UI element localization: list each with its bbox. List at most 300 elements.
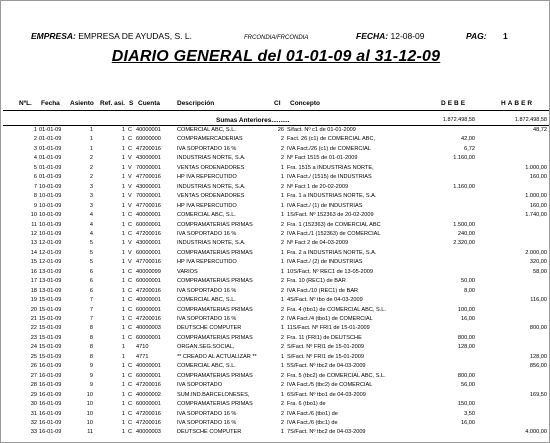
cell-s: C [128,127,133,133]
cell-nl: 3 [33,145,37,152]
cell-fecha: 15-01-09 [39,344,62,351]
cell-ref: 1 [121,240,125,247]
cell-ref: 1 [121,221,125,228]
cell-cuenta: 70000001 [136,164,161,171]
cell-haber: 48,72 [533,127,547,133]
pag-value: 1 [503,31,508,41]
cell-fecha: 15-01-09 [39,334,62,341]
cell-s: C [128,401,133,408]
col-ci: CI [274,100,281,107]
table-row [1,373,550,382]
cell-nl: 24 [30,344,37,351]
cell-nl: 22 [30,325,37,332]
cell-nl: 6 [33,174,37,181]
cell-cuenta: 60000001 [136,278,161,285]
sumas-rule [3,125,549,126]
cell-debe: 8,00 [464,287,475,294]
range-header [244,31,308,41]
cell-nl: 21 [30,316,37,322]
table-row [1,288,550,297]
cell-descripcion: COMERCIAL ABC, S.L. [177,363,236,370]
cell-nl: 27 [30,372,37,379]
cell-concepto: IVA Fact./ (1) de INDUSTRIAS [287,202,363,209]
cell-fecha: 13-01-09 [39,278,62,285]
cell-concepto: Fra. 1515 a INDUSTRIAS NORTE, [287,164,374,171]
cell-cuenta: 60000001 [136,249,161,256]
cell-fecha: 10-01-09 [39,193,62,200]
cell-descripcion: IVA SOPORTADO 16 % [177,316,237,322]
cell-nl: 18 [30,287,37,294]
cell-asiento: 4 [89,221,93,228]
cell-nl: 9 [33,202,37,209]
cell-s: C [128,325,133,332]
cell-nl: 15 [30,259,37,266]
table-row [1,316,550,325]
cell-ref: 1 [121,306,125,313]
cell-fecha: 13-01-09 [39,287,62,294]
cell-ci: 1 [280,353,284,360]
cell-ci: 26 [277,127,284,133]
table-row [1,411,550,420]
cell-descripcion: COMPRAMATERIAS PRIMAS [177,372,253,379]
cell-descripcion: DEUTSCHE COMPUTER [177,429,242,436]
cell-haber: 160,00 [529,174,547,181]
cell-descripcion: COMPRAMATERIAS PRIMAS [177,334,253,341]
cell-concepto: 11S/Fact. Nº FRI1 de 15-01-2009 [287,325,370,332]
cell-cuenta: 40000002 [136,391,161,398]
cell-fecha: 01-01-09 [39,155,62,162]
cell-descripcion: HP IVA REPERCUTIDO [177,174,237,181]
cell-nl: 29 [30,391,37,398]
cell-ci: 1 [280,212,284,219]
cell-nl: 17 [30,278,37,285]
cell-debe: 100,00 [457,306,475,313]
cell-asiento: 3 [89,193,93,200]
table-row [1,222,550,231]
cell-cuenta: 40000003 [136,429,161,436]
cell-cuenta: 43000001 [136,183,161,190]
col-debe: DEBE [441,100,468,107]
cell-ci: 2 [280,240,284,247]
cell-ref: 1 [121,353,125,360]
cell-cuenta: 70000001 [136,193,161,200]
cell-ref: 1 [121,391,125,398]
cell-concepto: IVA Fact./ (2) de INDUSTRIAS [287,259,363,266]
table-row [1,429,550,438]
cell-concepto: S/Fact. Nº FRI1 de 15-01-2009 [287,344,364,351]
sumas-debe: 1.872.498,58 [442,117,475,123]
table-row [1,382,550,391]
cell-concepto: Fact. 26 (c1) de COMERCIAL ABC, [287,136,376,143]
cell-s: C [128,268,133,275]
cell-cuenta: 40000001 [136,127,161,133]
cell-descripcion: INDUSTRIAS NORTE, S.A. [177,240,246,247]
cell-asiento: 10 [86,401,93,408]
cell-debe: 42,00 [461,136,475,143]
cell-cuenta: 47200016 [136,287,161,294]
cell-cuenta: 60000000 [136,136,161,143]
cell-asiento: 3 [89,183,93,190]
cell-concepto: IVA Fact./1 (152363) de COMERCIAL [287,230,381,237]
cell-fecha: 16-01-09 [39,391,62,398]
cell-debe: 56,00 [461,382,475,389]
cell-asiento: 5 [89,240,93,247]
cell-asiento: 7 [89,297,93,304]
table-row [1,420,550,429]
cell-concepto: Nº Fact 2 de 04-03-2009 [287,240,349,247]
cell-s: V [128,240,132,247]
cell-ci: 1 [280,193,284,200]
cell-nl: 25 [30,353,37,360]
cell-nl: 26 [30,363,37,370]
cell-s: C [128,145,133,152]
cell-s: C [128,391,133,398]
sumas-label: Sumas Anteriores.......... [216,117,290,124]
cell-fecha: 16-01-09 [39,410,62,417]
cell-nl: 2 [33,136,37,143]
cell-nl: 31 [30,410,37,417]
cell-s: C [128,230,133,237]
cell-asiento: 9 [89,372,93,379]
cell-fecha: 13-01-09 [39,268,62,275]
cell-concepto: IVA Fact./10 (REC1) de BAR [287,287,359,294]
cell-haber: 2.000,00 [525,249,547,256]
cell-nl: 8 [33,193,37,200]
table-row [1,392,550,401]
cell-descripcion: VARIOS [177,268,198,275]
cell-nl: 28 [30,382,37,389]
pag-label: PAG: [466,31,487,41]
cell-debe: 1.160,00 [453,155,475,162]
cell-cuenta: 47200016 [136,145,161,152]
table-row [1,278,550,287]
empresa-name: EMPRESA DE AYUDAS, S. L. [78,31,192,41]
cell-haber: 116,00 [530,297,547,304]
cell-cuenta: 60000001 [136,401,161,408]
cell-asiento: 2 [89,164,93,171]
cell-s: C [128,316,133,322]
cell-concepto: Fra. 1 a INDUSTRIAS NORTE, S.A. [287,193,377,200]
cell-ref: 1 [121,230,125,237]
cell-nl: 7 [33,183,37,190]
cell-s: V [128,155,132,162]
table-row [1,240,550,249]
cell-fecha: 01-01-09 [39,136,62,143]
cell-debe: 3,50 [464,410,475,417]
cell-asiento: 6 [89,287,93,294]
cell-fecha: 15-01-09 [39,316,62,322]
cell-nl: 20 [30,306,37,313]
cell-nl: 30 [30,401,37,408]
cell-descripcion: COMPRAMATERIAS PRIMAS [177,249,253,256]
cell-fecha: 01-01-09 [39,174,62,181]
cell-haber: 800,00 [529,325,547,332]
cell-ci: 1 [280,164,284,171]
cell-asiento: 8 [89,334,93,341]
cell-debe: 50,00 [461,278,475,285]
table-row [1,184,550,193]
cell-asiento: 6 [89,268,93,275]
col-cuenta: Cuenta [138,100,161,107]
cell-fecha: 12-01-09 [39,249,62,256]
cell-asiento: 7 [89,306,93,313]
cell-descripcion: IVA SOPORTADO 16 % [177,419,237,426]
cell-asiento: 10 [86,410,93,417]
cell-asiento: 4 [89,230,93,237]
cell-ref: 1 [121,174,125,181]
cell-ci: 2 [280,410,284,417]
cell-concepto: Fra. 6 (tbo1) de [287,401,326,408]
cell-nl: 14 [30,249,37,256]
cell-ci: 2 [280,401,284,408]
cell-ref: 1 [121,259,125,266]
cell-debe: 1.160,00 [453,183,475,190]
cell-ref: 1 [121,287,125,294]
table-row [1,155,550,164]
cell-s: C [128,278,133,285]
col-descripcion: Descripción [177,100,215,107]
cell-descripcion: COMERCIAL ABC, S.L. [177,297,236,304]
cell-cuenta: 47200016 [136,316,161,322]
cell-ci: 2 [280,155,284,162]
cell-debe: 800,00 [457,334,475,341]
cell-fecha: 16-01-09 [39,401,62,408]
table-row [1,193,550,202]
cell-fecha: 15-01-09 [39,306,62,313]
cell-fecha: 15-01-09 [39,325,62,332]
cell-haber: 1.000,00 [525,164,547,171]
report-title: DIARIO GENERAL del 01-01-09 al 31-12-09 [111,48,441,65]
cell-descripcion: ** CREADO AL ACTUALIZAR ** [177,353,257,360]
cell-haber: 1.740,00 [525,212,547,219]
cell-asiento: 9 [89,363,93,370]
cell-asiento: 1 [89,136,93,143]
cell-haber: 58,00 [533,268,547,275]
cell-debe: 240,00 [457,230,475,237]
cell-ci: 2 [280,306,284,313]
cell-nl: 13 [30,240,37,247]
cell-concepto: Fra. 1 (152363) de COMERCIAL ABC [287,221,381,228]
cell-concepto: IVA Fact./6 (tbo1) de [287,410,338,417]
cell-ci: 1 [280,429,284,436]
cell-concepto: Fra. 4 (tbo1) de COMERCIAL ABC, S.L. [287,306,386,313]
cell-descripcion: IVA SOPORTADO [177,382,223,389]
cell-ref: 1 [121,249,125,256]
cell-cuenta: 60000001 [136,372,161,379]
cell-s: C [128,306,133,313]
cell-s: V [128,183,132,190]
table-row [1,165,550,174]
cell-cuenta: 47200016 [136,419,161,426]
cell-concepto: 1S/Fact. Nº 152363 de 20-02-2009 [287,212,374,219]
cell-s: C [128,221,133,228]
cell-s: C [128,363,133,370]
cell-fecha: 10-01-09 [39,221,62,228]
cell-nl: 33 [30,429,37,436]
empresa-header [31,31,192,41]
cell-asiento: 5 [89,249,93,256]
col-ref: Ref. asi. [100,100,125,107]
table-row [1,325,550,334]
cell-ci: 2 [280,278,284,285]
cell-asiento: 7 [89,316,93,322]
cell-s: C [128,372,133,379]
cell-s: C [128,334,133,341]
cell-fecha: 10-01-09 [39,212,62,219]
table-row [1,354,550,363]
cell-ref: 1 [121,325,125,332]
cell-concepto: Fra. 5 (tbc2) de COMERCIAL ABC, S.L. [287,372,386,379]
cell-cuenta: 40000001 [136,212,161,219]
cell-descripcion: COMPRAMERCADERIAS [177,136,243,143]
cell-ci: 2 [280,230,284,237]
cell-descripcion: IVA SOPORTADO 16 % [177,287,237,294]
cell-ci: 1 [280,325,284,332]
cell-ref: 1 [121,410,125,417]
cell-concepto: 4S/Fact. Nº tbo de 04-03-2009 [287,297,363,304]
table-row [1,146,550,155]
cell-debe: 128,00 [457,344,475,351]
cell-s: V [128,259,132,266]
cell-fecha: 12-01-09 [39,259,62,266]
table-row [1,335,550,344]
cell-s: C [128,136,133,143]
cell-descripcion: HP IVA REPERCUTIDO [177,202,237,209]
table-row [1,297,550,306]
cell-descripcion: COMERCIAL ABC, S.L. [177,212,236,219]
cell-ci: 2 [280,287,284,294]
table-row [1,127,550,136]
cell-haber: 856,00 [529,363,547,370]
cell-concepto: IVA Fact./ (1515) de INDUSTRIAS [287,174,372,181]
cell-fecha: 12-01-09 [39,240,62,247]
cell-fecha: 10-01-09 [39,183,62,190]
cell-ref: 1 [121,145,125,152]
cell-asiento: 3 [89,202,93,209]
cell-asiento: 11 [87,429,93,436]
cell-ci: 2 [280,382,284,389]
cell-fecha: 01-01-09 [39,127,62,133]
table-row [1,174,550,183]
cell-ci: 1 [280,268,284,275]
cell-descripcion: SUM.IND.BARCELONESES, [177,391,250,398]
cell-cuenta: 4710 [136,344,149,351]
cell-haber: 4.000,00 [525,429,547,436]
cell-s: C [128,419,133,426]
cell-cuenta: 60000001 [136,306,161,313]
cell-s: C [128,297,133,304]
cell-cuenta: 40000001 [136,297,161,304]
cell-asiento: 6 [89,278,93,285]
table-row [1,136,550,145]
cell-descripcion: VENTAS ORDENADORES [177,193,245,200]
cell-ci: 2 [280,136,284,143]
cell-ref: 1 [121,419,125,426]
cell-ci: 2 [280,344,284,351]
cell-asiento: 2 [89,174,93,181]
cell-nl: 19 [30,297,37,304]
header-rule [3,110,549,111]
cell-ref: 1 [121,401,125,408]
cell-concepto: IVA Fact./26 (c1) de COMERCIAL [287,145,371,152]
cell-ci: 1 [280,249,284,256]
cell-s: V [128,174,132,181]
col-asiento: Asiento [70,100,94,107]
table-row [1,250,550,259]
cell-ref: 1 [121,429,125,436]
cell-descripcion: HP IVA REPERCUTIDO [177,259,237,266]
col-nl: NºL. [19,100,32,107]
cell-debe: 800,00 [457,372,475,379]
cell-concepto: 7S/Fact. Nº tbc2 de 04-03-2009 [287,429,366,436]
cell-cuenta: 40000099 [136,268,161,275]
cell-concepto: S/fact. Nº c1 de 01-01-2009 [287,127,356,133]
cell-concepto: Fra. 11 (FRI1) de DEUTSCHE [287,334,362,341]
cell-fecha: 16-01-09 [39,382,62,389]
cell-fecha: 16-01-09 [39,372,62,379]
cell-descripcion: ORGAN.SEG.SOCIAL, [177,344,235,351]
cell-cuenta: 43000001 [136,240,161,247]
table-row [1,269,550,278]
cell-s: C [128,429,133,436]
cell-s: V [128,249,132,256]
cell-debe: 6,72 [464,145,475,152]
cell-ref: 1 [121,372,125,379]
cell-cuenta: 60000001 [136,221,161,228]
table-row [1,203,550,212]
cell-descripcion: IVA SOPORTADO 16 % [177,410,237,417]
cell-cuenta: 60000001 [136,334,161,341]
cell-nl: 5 [33,164,37,171]
table-row [1,363,550,372]
cell-ref: 1 [121,193,125,200]
cell-haber: 1.000,00 [525,193,547,200]
cell-asiento: 1 [89,127,93,133]
cell-concepto: S/Fact. Nº FRI1 de 15-01-2009 [287,353,364,360]
cell-descripcion: IVA SOPORTADO 16 % [177,230,237,237]
table-row [1,401,550,410]
cell-cuenta: 47700016 [136,174,161,181]
cell-fecha: 15-01-09 [39,353,62,360]
cell-cuenta: 47200016 [136,230,161,237]
cell-concepto: Fra. 10 (REC1) de BAR [287,278,346,285]
cell-fecha: 01-01-09 [39,145,62,152]
cell-fecha: 15-01-09 [39,297,62,304]
cell-concepto: 5S/Fact. Nº tbc2 de 04-03-2009 [287,363,366,370]
cell-haber: 160,00 [529,202,547,209]
range-label: FRCONDIA/FRCONDIA [244,35,309,41]
cell-fecha: 16-01-09 [39,429,62,436]
empresa-label: EMPRESA: [31,31,76,41]
cell-haber: 128,00 [529,353,547,360]
cell-nl: 11 [31,221,37,228]
cell-ref: 1 [121,136,125,143]
cell-nl: 16 [30,268,37,275]
cell-cuenta: 47200016 [136,410,161,417]
cell-nl: 23 [30,334,37,341]
cell-descripcion: COMPRAMATERIAS PRIMAS [177,278,253,285]
cell-ref: 1 [121,334,125,341]
cell-cuenta: 40000003 [136,325,161,332]
cell-nl: 4 [33,155,37,162]
cell-asiento: 1 [89,145,93,152]
cell-fecha: 16-01-09 [39,363,62,370]
cell-ci: 2 [280,183,284,190]
col-concepto: Concepto [290,100,320,107]
cell-ci: 2 [280,316,284,322]
cell-ci: 2 [280,334,284,341]
cell-asiento: 8 [89,353,93,360]
